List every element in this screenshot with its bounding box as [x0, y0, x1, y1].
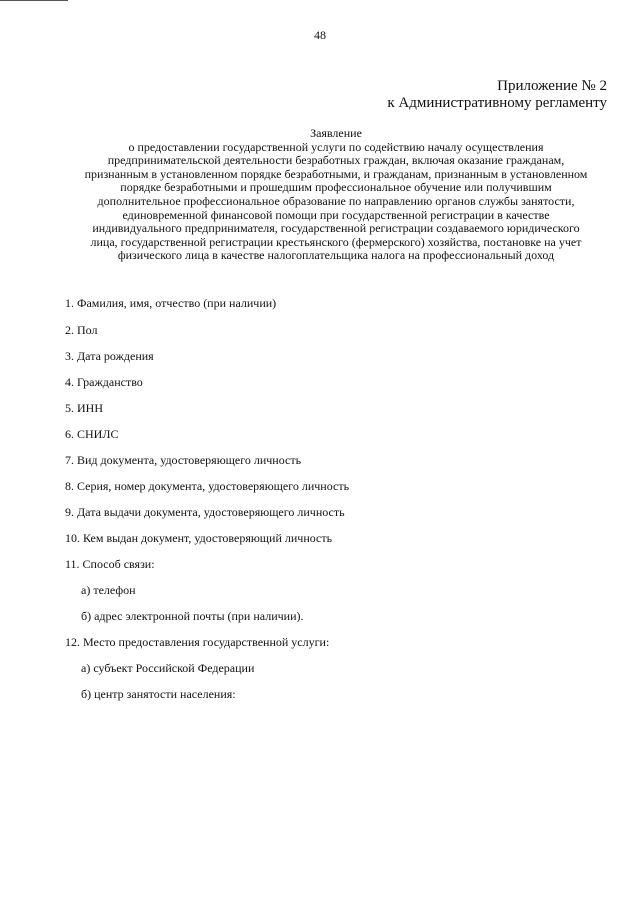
- appendix-heading: [387, 78, 607, 112]
- field-citizenship: 4. Гражданство: [65, 375, 143, 389]
- field-snils: 6. СНИЛС: [65, 427, 119, 441]
- field-id-series-number: 8. Серия, номер документа, удостоверяющего личность: [65, 479, 350, 493]
- field-contact-phone: а) телефон: [81, 583, 136, 597]
- field-federal-subject: а) субъект Российской Федерации: [81, 661, 255, 675]
- field-id-document-type: 7. Вид документа, удостоверяющего личность: [65, 453, 302, 467]
- page-number: 48: [314, 28, 326, 42]
- statement-line: порядке безработными и прошедшим профессиональное обучение или получившим: [120, 180, 552, 195]
- top-left-rule: [0, 0, 68, 1]
- field-inn: 5. ИНН: [65, 401, 103, 415]
- statement-line: индивидуального предпринимателя, государственной регистрации создаваемого юридического: [92, 221, 580, 236]
- statement-line: предпринимательской деятельности безработных граждан, включая оказание гражданам,: [107, 153, 565, 168]
- statement-line: о предоставлении государственной услуги по содействию началу осуществления: [128, 139, 544, 154]
- field-service-place: 12. Место предоставления государственной услуги:: [65, 635, 330, 649]
- statement-line: единовременной финансовой помощи при государственной регистрации в качестве: [122, 207, 550, 222]
- statement-block: [60, 127, 612, 263]
- field-contact-method: 11. Способ связи:: [65, 557, 155, 571]
- field-employment-center: б) центр занятости населения:: [81, 687, 236, 701]
- field-contact-email: б) адрес электронной почты (при наличии).: [81, 609, 304, 623]
- field-full-name: 1. Фамилия, имя, отчество (при наличии): [65, 296, 277, 310]
- statement-line: лица, государственной регистрации крестьянского (фермерского) хозяйства, постановке на учет: [90, 234, 582, 249]
- statement-title: Заявление: [310, 126, 362, 140]
- field-id-issued-by: 10. Кем выдан документ, удостоверяющий личность: [65, 531, 333, 545]
- statement-line: признанным в установленном порядке безработными, и гражданам, признанным в установленном: [84, 166, 588, 181]
- statement-line: физического лица в качестве налогоплательщика налога на профессиональный доход: [117, 248, 555, 263]
- field-id-issue-date: 9. Дата выдачи документа, удостоверяющего личность: [65, 505, 345, 519]
- appendix-line-2: к Административному регламенту: [387, 95, 607, 111]
- field-sex: 2. Пол: [65, 323, 98, 337]
- statement-line: дополнительное профессиональное образование по направлению органов службы занятости,: [97, 193, 575, 208]
- appendix-line-1: Приложение № 2: [497, 78, 607, 94]
- field-birth-date: 3. Дата рождения: [65, 349, 154, 363]
